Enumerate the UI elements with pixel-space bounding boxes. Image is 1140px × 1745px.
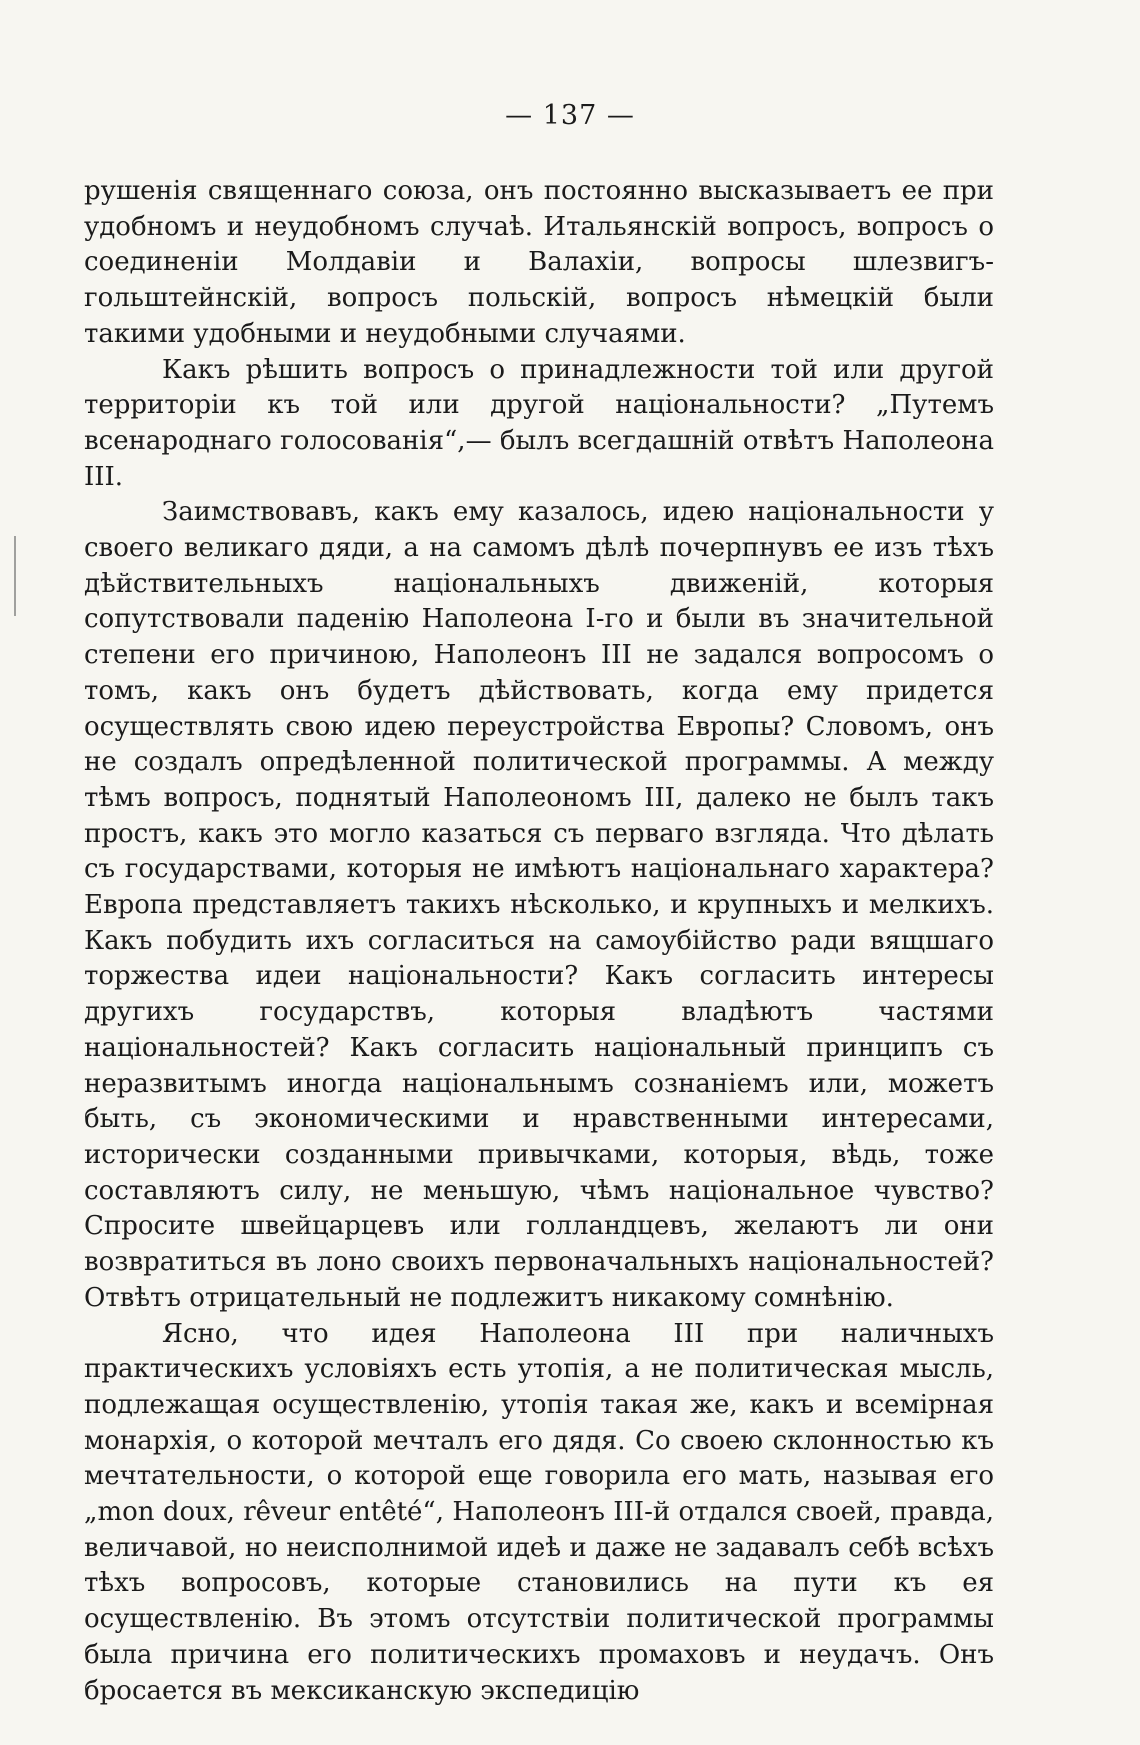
paragraph-3: Заимствовавъ, какъ ему казалось, идею національности у своего великаго дяди, а на самомъ дѣлѣ почерпнувъ ее изъ тѣхъ дѣйствительныхъ національныхъ движеній, которыя сопутствовали паденію Наполеона І-го и были въ значительной степени его причиною, Наполеонъ III не задался вопросомъ о томъ, какъ онъ будетъ дѣйствовать, когда ему придется осуществлять свою идею переустройства Европы? Словомъ, онъ не создалъ опредѣленной политической программы. А между тѣмъ вопросъ, поднятый Наполеономъ III, далеко не былъ такъ простъ, какъ это могло казаться съ перваго взгляда. Что дѣлать съ государствами, которыя не имѣютъ національнаго характера? Европа представляетъ такихъ нѣсколько, и крупныхъ и мелкихъ. Какъ побудить ихъ согласиться на самоубійство ради вящшаго торжества идеи національности? Какъ согласить интересы другихъ государствъ, которыя владѣютъ частями національностей? Какъ согласить національный принципъ съ неразвитымъ иногда національнымъ сознаніемъ или, можетъ быть, съ экономическими и нравственными интересами, исторически созданными привычками, которыя, вѣдь, тоже составляютъ силу, не меньшую, чѣмъ національное чувство? Спросите швейцарцевъ или голландцевъ, желаютъ ли они возвратиться въ лоно своихъ первоначальныхъ національностей? Отвѣтъ отрицательный не подлежитъ никакому сомнѣнію.: [84, 497, 994, 1313]
paragraph-4: Ясно, что идея Наполеона III при наличныхъ практическихъ условіяхъ есть утопія, а не политическая мысль, подлежащая осуществленію, утопія такая же, какъ и всемірная монархія, о которой мечталъ его дядя. Со своею склонностью къ мечтательности, о которой еще говорила его мать, называя его „mon doux, rêveur entêté“, Наполеонъ III-й отдался своей, правда, величавой, но неисполнимой идеѣ и даже не задавалъ себѣ всѣхъ тѣхъ вопросовъ, которые становились на пути къ ея осуществленію. Въ этомъ отсутствіи политической программы была причина его политическихъ промаховъ и неудачъ. Онъ бросается въ мексиканскую экспедицію: [84, 1318, 994, 1706]
body-text: [84, 174, 994, 1709]
paragraph-1: рушенія священнаго союза, онъ постоянно высказываетъ ее при удобномъ и неудобномъ случаѣ. Итальянскій вопросъ, вопросъ о соединеніи Молдавіи и Валахіи, вопросы шлезвигъ-гольштейнскій, вопросъ польскій, вопросъ нѣмецкій были такими удобными и неудобными случаями.: [84, 176, 994, 349]
page-number: — 137 —: [505, 100, 635, 131]
margin-scan-mark: [14, 536, 16, 616]
paragraph-2: Какъ рѣшить вопросъ о принадлежности той или другой территоріи къ той или другой національности? „Путемъ всенароднаго голосованія“,— былъ всегдашній отвѣтъ Наполеона III.: [84, 354, 994, 492]
